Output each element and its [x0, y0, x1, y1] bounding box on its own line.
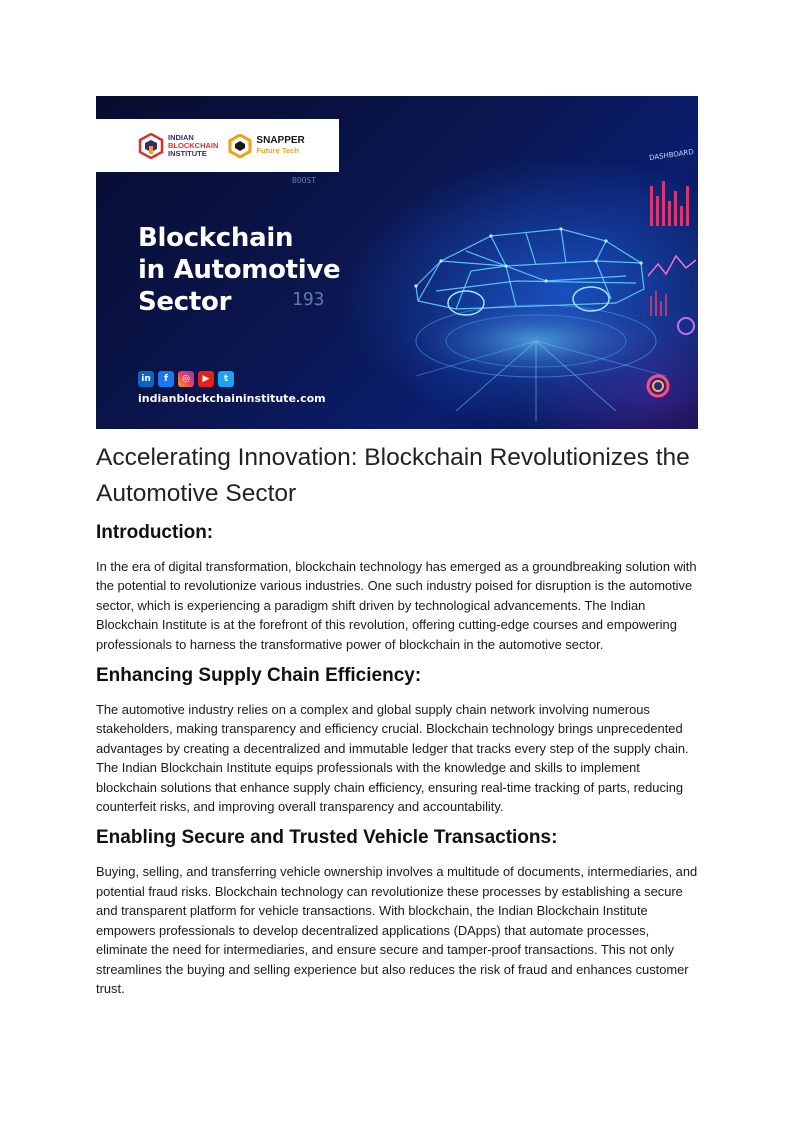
article-title: Accelerating Innovation: Blockchain Revolutionizes the Automotive Sector	[96, 444, 690, 507]
ibi-logo-line2: BLOCKCHAIN	[168, 140, 219, 150]
indian-blockchain-institute-logo	[138, 133, 218, 159]
ibi-logo-line1: INDIAN	[168, 132, 194, 142]
snapper-logo-line2: Future Tech	[256, 145, 299, 155]
section-heading-vehicle-transactions: Enabling Secure and Trusted Vehicle Transactions:	[96, 827, 558, 849]
section-body-introduction: In the era of digital transformation, blockchain technology has emerged as a groundbreaking solution with the potential to revolutionize various industries. One such industry poised for disruption is the automotive sector, which is experiencing a paradigm shift driven by technological advancements. The Indian Blockchain Institute is at the forefront of this revolution, offering cutting-edge courses and empowering professionals to harness the transformative power of blockchain in the automotive sector.	[96, 559, 697, 652]
twitter-icon[interactable]: t	[218, 371, 234, 387]
section-heading-supply-chain: Enhancing Supply Chain Efficiency:	[96, 665, 422, 687]
hud-boost-label: BOOST	[292, 176, 317, 185]
hud-speed-readout: 193	[292, 289, 325, 310]
instagram-icon[interactable]: ◎	[178, 371, 194, 387]
hud-dashboard-label: DASHBOARD	[648, 147, 695, 163]
snapper-future-tech-logo	[228, 134, 304, 158]
snapper-logo-line1: SNAPPER	[256, 134, 305, 146]
section-body-supply-chain: The automotive industry relies on a complex and global supply chain network involving numerous stakeholders, making transparency and efficiency crucial. Blockchain technology brings unprecedented advantages by creating a decentralized and immutable ledger that tracks every step of the supply chain. The Indian Blockchain Institute equips professionals with the knowledge and skills to implement blockchain solutions that enhance supply chain efficiency, ensuring real-time tracking of parts, reducing counterfeit risks, and improving overall transparency and accountability.	[96, 702, 689, 815]
hero-banner	[96, 96, 698, 429]
linkedin-icon[interactable]: in	[138, 371, 154, 387]
dashboard-widgets-graphic	[644, 156, 698, 426]
snapper-logo-icon	[228, 134, 252, 158]
wireframe-car-icon	[396, 191, 656, 341]
youtube-icon[interactable]: ▶	[198, 371, 214, 387]
ibi-logo-icon	[138, 133, 164, 159]
section-body-vehicle-transactions: Buying, selling, and transferring vehicle ownership involves a multitude of documents, intermediaries, and potential fraud risks. Blockchain technology can revolutionize these processes by establishing a secure and transparent platform for vehicle transactions. With blockchain, the Indian Blockchain Institute empowers professionals to develop decentralized applications (DApps) that automate processes, eliminate the need for intermediaries, and ensure secure and tamper-proof transactions. This not only streamlines the buying and selling experience but also reduces the risk of fraud and enhances customer trust.	[96, 864, 698, 996]
ibi-logo-line3: INSTITUTE	[168, 148, 207, 158]
banner-title-line-2: in Automotive	[138, 255, 341, 285]
banner-title	[138, 222, 378, 318]
social-links	[138, 371, 234, 387]
banner-title-line-3: Sector	[138, 287, 232, 317]
banner-title-line-1: Blockchain	[138, 223, 294, 253]
partner-logos	[96, 119, 339, 172]
website-url[interactable]: indianblockchaininstitute.com	[138, 392, 326, 405]
facebook-icon[interactable]: f	[158, 371, 174, 387]
section-heading-introduction: Introduction:	[96, 522, 214, 543]
article	[96, 440, 700, 998]
